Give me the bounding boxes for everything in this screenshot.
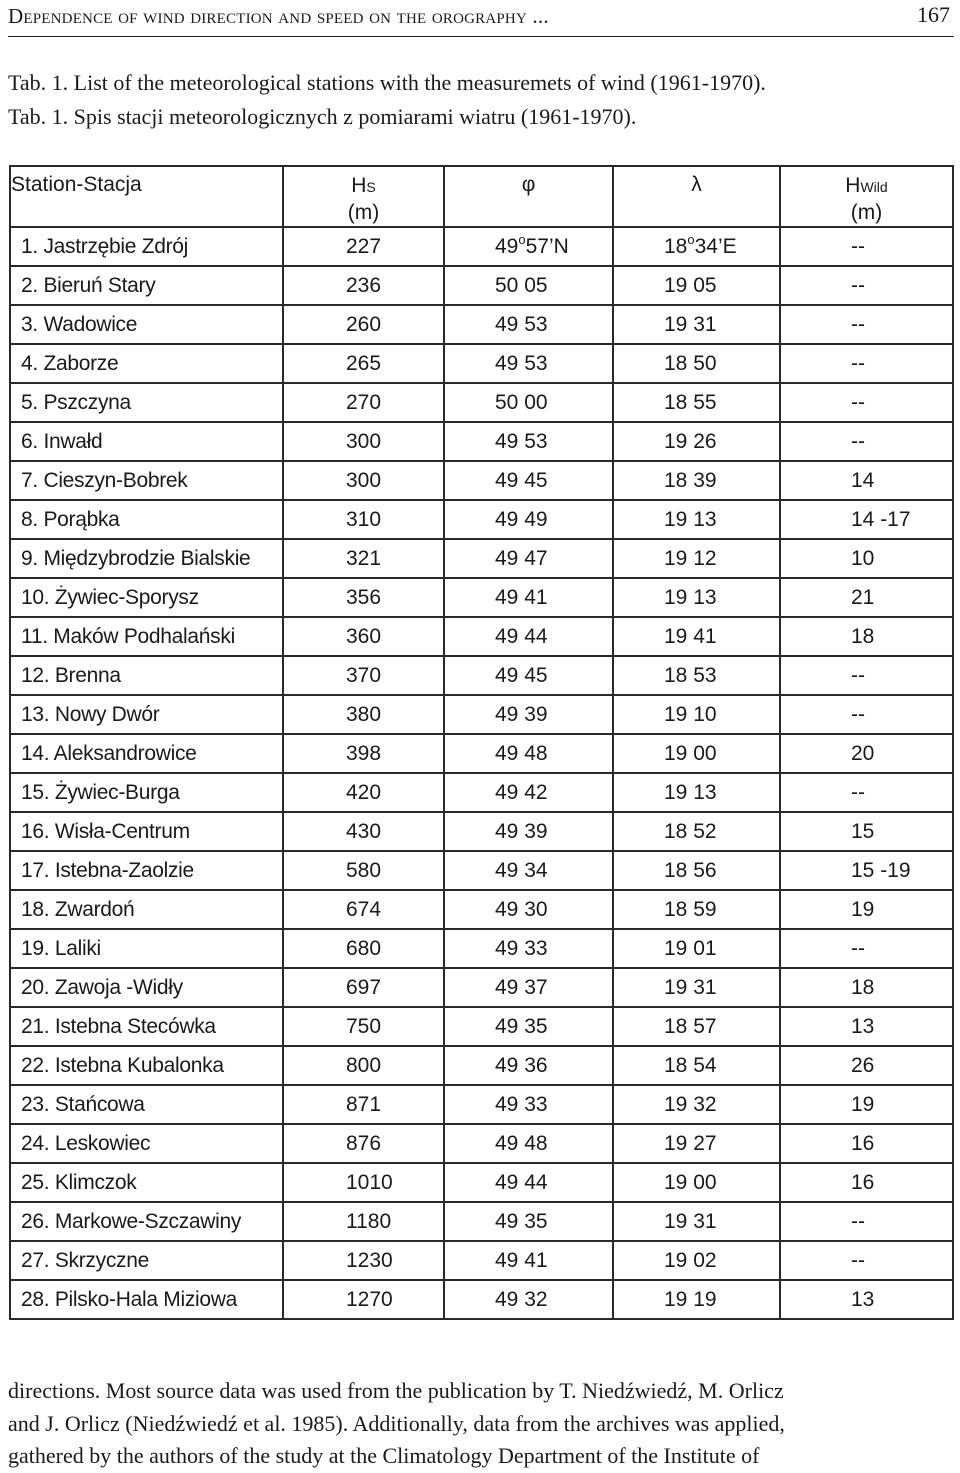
header-station: Station-Stacja: [10, 166, 283, 227]
station-wind-height: 21: [780, 578, 953, 617]
table-row: [10, 266, 953, 305]
station-name: 6. Inwałd: [10, 422, 283, 461]
table-row: [10, 422, 953, 461]
station-latitude: 49 34: [444, 851, 613, 890]
station-wind-height: 15 -19: [780, 851, 953, 890]
header-latitude: φ: [444, 166, 613, 227]
station-height: 360: [283, 617, 444, 656]
table-row: [10, 344, 953, 383]
station-wind-height: --: [780, 773, 953, 812]
station-longitude: 19 13: [613, 773, 780, 812]
station-latitude: 49 53: [444, 344, 613, 383]
station-longitude: 19 13: [613, 500, 780, 539]
station-name: 8. Porąbka: [10, 500, 283, 539]
station-longitude: 18 53: [613, 656, 780, 695]
station-height: 1180: [283, 1202, 444, 1241]
station-name: 21. Istebna Stecówka: [10, 1007, 283, 1046]
station-wind-height: --: [780, 1241, 953, 1280]
station-latitude: 49 39: [444, 695, 613, 734]
station-height: 1270: [283, 1280, 444, 1319]
station-wind-height: --: [780, 227, 953, 266]
running-head: [8, 0, 954, 37]
station-name: 5. Pszczyna: [10, 383, 283, 422]
station-longitude: 19 41: [613, 617, 780, 656]
station-height: 750: [283, 1007, 444, 1046]
station-longitude: 19 31: [613, 1202, 780, 1241]
station-height: 356: [283, 578, 444, 617]
station-wind-height: 19: [780, 1085, 953, 1124]
station-longitude: 18 50: [613, 344, 780, 383]
station-longitude: 18 55: [613, 383, 780, 422]
station-longitude: 19 13: [613, 578, 780, 617]
station-latitude: 49 32: [444, 1280, 613, 1319]
station-wind-height: --: [780, 305, 953, 344]
page-number: 167: [917, 2, 950, 27]
station-latitude: 49 36: [444, 1046, 613, 1085]
table-row: [10, 305, 953, 344]
table-row: [10, 1241, 953, 1280]
table-row: [10, 656, 953, 695]
station-name: 11. Maków Podhalański: [10, 617, 283, 656]
station-height: 430: [283, 812, 444, 851]
station-name: 28. Pilsko-Hala Miziowa: [10, 1280, 283, 1319]
table-row: [10, 695, 953, 734]
station-longitude: 19 10: [613, 695, 780, 734]
station-latitude: 49$^o$57’N: [444, 227, 613, 266]
station-latitude: 49 49: [444, 500, 613, 539]
station-name: 26. Markowe-Szczawiny: [10, 1202, 283, 1241]
station-latitude: 49 33: [444, 1085, 613, 1124]
station-height: 398: [283, 734, 444, 773]
station-name: 2. Bieruń Stary: [10, 266, 283, 305]
station-latitude: 49 44: [444, 617, 613, 656]
station-height: 697: [283, 968, 444, 1007]
station-wind-height: --: [780, 929, 953, 968]
station-wind-height: --: [780, 1202, 953, 1241]
table-row: [10, 617, 953, 656]
station-longitude: 18 52: [613, 812, 780, 851]
table-row: [10, 383, 953, 422]
table-row: [10, 578, 953, 617]
station-longitude: 18 39: [613, 461, 780, 500]
station-name: 19. Laliki: [10, 929, 283, 968]
station-wind-height: 14: [780, 461, 953, 500]
station-height: 300: [283, 461, 444, 500]
station-latitude: 49 44: [444, 1163, 613, 1202]
station-name: 23. Stańcowa: [10, 1085, 283, 1124]
station-height: 270: [283, 383, 444, 422]
station-name: 12. Brenna: [10, 656, 283, 695]
table-caption-english: Tab. 1. List of the meteorological stations with the measuremets of wind (1961-1970).: [8, 70, 766, 95]
station-wind-height: 20: [780, 734, 953, 773]
table-row: [10, 461, 953, 500]
body-line: and J. Orlicz (Niedźwiedź et al. 1985). Additionally, data from the archives was applied,: [8, 1410, 785, 1436]
stations-table: [9, 165, 954, 1320]
station-height: 800: [283, 1046, 444, 1085]
station-latitude: 49 33: [444, 929, 613, 968]
station-name: 24. Leskowiec: [10, 1124, 283, 1163]
station-wind-height: 15: [780, 812, 953, 851]
table-row: [10, 851, 953, 890]
station-latitude: 50 00: [444, 383, 613, 422]
station-height: 300: [283, 422, 444, 461]
station-longitude: 19 31: [613, 968, 780, 1007]
station-height: 370: [283, 656, 444, 695]
station-name: 18. Zwardoń: [10, 890, 283, 929]
station-longitude: 19 02: [613, 1241, 780, 1280]
station-latitude: 49 37: [444, 968, 613, 1007]
station-wind-height: 16: [780, 1124, 953, 1163]
header-wind-height: HWild (m): [780, 166, 953, 227]
station-latitude: 49 35: [444, 1202, 613, 1241]
table-row: [10, 500, 953, 539]
station-name: 14. Aleksandrowice: [10, 734, 283, 773]
station-latitude: 49 45: [444, 656, 613, 695]
table-row: [10, 1085, 953, 1124]
table-row: [10, 539, 953, 578]
station-wind-height: 18: [780, 968, 953, 1007]
station-name: 7. Cieszyn-Bobrek: [10, 461, 283, 500]
station-wind-height: --: [780, 695, 953, 734]
station-wind-height: 19: [780, 890, 953, 929]
station-latitude: 49 48: [444, 1124, 613, 1163]
station-longitude: 19 00: [613, 1163, 780, 1202]
station-height: 1010: [283, 1163, 444, 1202]
station-wind-height: --: [780, 656, 953, 695]
header-station-height: HS (m): [283, 166, 444, 227]
station-longitude: 19 31: [613, 305, 780, 344]
station-longitude: 19 01: [613, 929, 780, 968]
station-longitude: 19 26: [613, 422, 780, 461]
station-wind-height: --: [780, 422, 953, 461]
station-name: 27. Skrzyczne: [10, 1241, 283, 1280]
station-name: 10. Żywiec-Sporysz: [10, 578, 283, 617]
station-height: 265: [283, 344, 444, 383]
station-longitude: 18 59: [613, 890, 780, 929]
station-name: 3. Wadowice: [10, 305, 283, 344]
table-row: [10, 968, 953, 1007]
stations-table-container: [9, 165, 952, 1312]
station-wind-height: 14 -17: [780, 500, 953, 539]
station-latitude: 49 39: [444, 812, 613, 851]
station-wind-height: 10: [780, 539, 953, 578]
station-height: 580: [283, 851, 444, 890]
station-name: 17. Istebna-Zaolzie: [10, 851, 283, 890]
body-text: [8, 1375, 958, 1473]
running-title: Dependence of wind direction and speed on the orography ...: [8, 4, 549, 28]
table-row: [10, 227, 953, 266]
station-longitude: 19 05: [613, 266, 780, 305]
station-name: 13. Nowy Dwór: [10, 695, 283, 734]
station-height: 876: [283, 1124, 444, 1163]
station-wind-height: 16: [780, 1163, 953, 1202]
table-row: [10, 1202, 953, 1241]
station-height: 380: [283, 695, 444, 734]
body-line: gathered by the authors of the study at the Climatology Department of the Institute of: [8, 1443, 760, 1468]
station-height: 674: [283, 890, 444, 929]
station-latitude: 49 30: [444, 890, 613, 929]
station-wind-height: 18: [780, 617, 953, 656]
station-wind-height: --: [780, 383, 953, 422]
station-height: 420: [283, 773, 444, 812]
station-longitude: 19 32: [613, 1085, 780, 1124]
station-wind-height: 13: [780, 1007, 953, 1046]
station-latitude: 49 42: [444, 773, 613, 812]
station-height: 680: [283, 929, 444, 968]
station-latitude: 49 48: [444, 734, 613, 773]
station-height: 1230: [283, 1241, 444, 1280]
station-latitude: 49 45: [444, 461, 613, 500]
station-longitude: 19 00: [613, 734, 780, 773]
station-longitude: 18$^o$34’E: [613, 227, 780, 266]
station-longitude: 18 56: [613, 851, 780, 890]
station-name: 9. Międzybrodzie Bialskie: [10, 539, 283, 578]
station-name: 1. Jastrzębie Zdrój: [10, 227, 283, 266]
station-latitude: 49 41: [444, 1241, 613, 1280]
station-longitude: 19 19: [613, 1280, 780, 1319]
table-row: [10, 929, 953, 968]
station-name: 4. Zaborze: [10, 344, 283, 383]
table-row: [10, 1163, 953, 1202]
station-latitude: 49 35: [444, 1007, 613, 1046]
station-name: 16. Wisła-Centrum: [10, 812, 283, 851]
station-latitude: 49 41: [444, 578, 613, 617]
table-header-row: [10, 166, 953, 227]
body-line: directions. Most source data was used from the publication by T. Niedźwiedź, M. Orlicz: [8, 1378, 784, 1403]
table-row: [10, 890, 953, 929]
station-latitude: 49 53: [444, 422, 613, 461]
station-longitude: 18 54: [613, 1046, 780, 1085]
station-latitude: 49 47: [444, 539, 613, 578]
station-latitude: 50 05: [444, 266, 613, 305]
station-longitude: 19 12: [613, 539, 780, 578]
table-row: [10, 1280, 953, 1319]
table-caption-polish: Tab. 1. Spis stacji meteorologicznych z pomiarami wiatru (1961-1970).: [8, 104, 637, 129]
station-height: 260: [283, 305, 444, 344]
station-height: 321: [283, 539, 444, 578]
table-row: [10, 734, 953, 773]
station-name: 25. Klimczok: [10, 1163, 283, 1202]
table-row: [10, 1046, 953, 1085]
station-name: 22. Istebna Kubalonka: [10, 1046, 283, 1085]
station-height: 310: [283, 500, 444, 539]
station-latitude: 49 53: [444, 305, 613, 344]
station-wind-height: --: [780, 344, 953, 383]
station-wind-height: --: [780, 266, 953, 305]
table-row: [10, 773, 953, 812]
station-longitude: 19 27: [613, 1124, 780, 1163]
header-longitude: λ: [613, 166, 780, 227]
table-row: [10, 1007, 953, 1046]
table-row: [10, 1124, 953, 1163]
station-name: 15. Żywiec-Burga: [10, 773, 283, 812]
station-height: 871: [283, 1085, 444, 1124]
station-name: 20. Zawoja -Widły: [10, 968, 283, 1007]
station-wind-height: 26: [780, 1046, 953, 1085]
station-longitude: 18 57: [613, 1007, 780, 1046]
table-row: [10, 812, 953, 851]
station-wind-height: 13: [780, 1280, 953, 1319]
station-height: 227: [283, 227, 444, 266]
station-height: 236: [283, 266, 444, 305]
